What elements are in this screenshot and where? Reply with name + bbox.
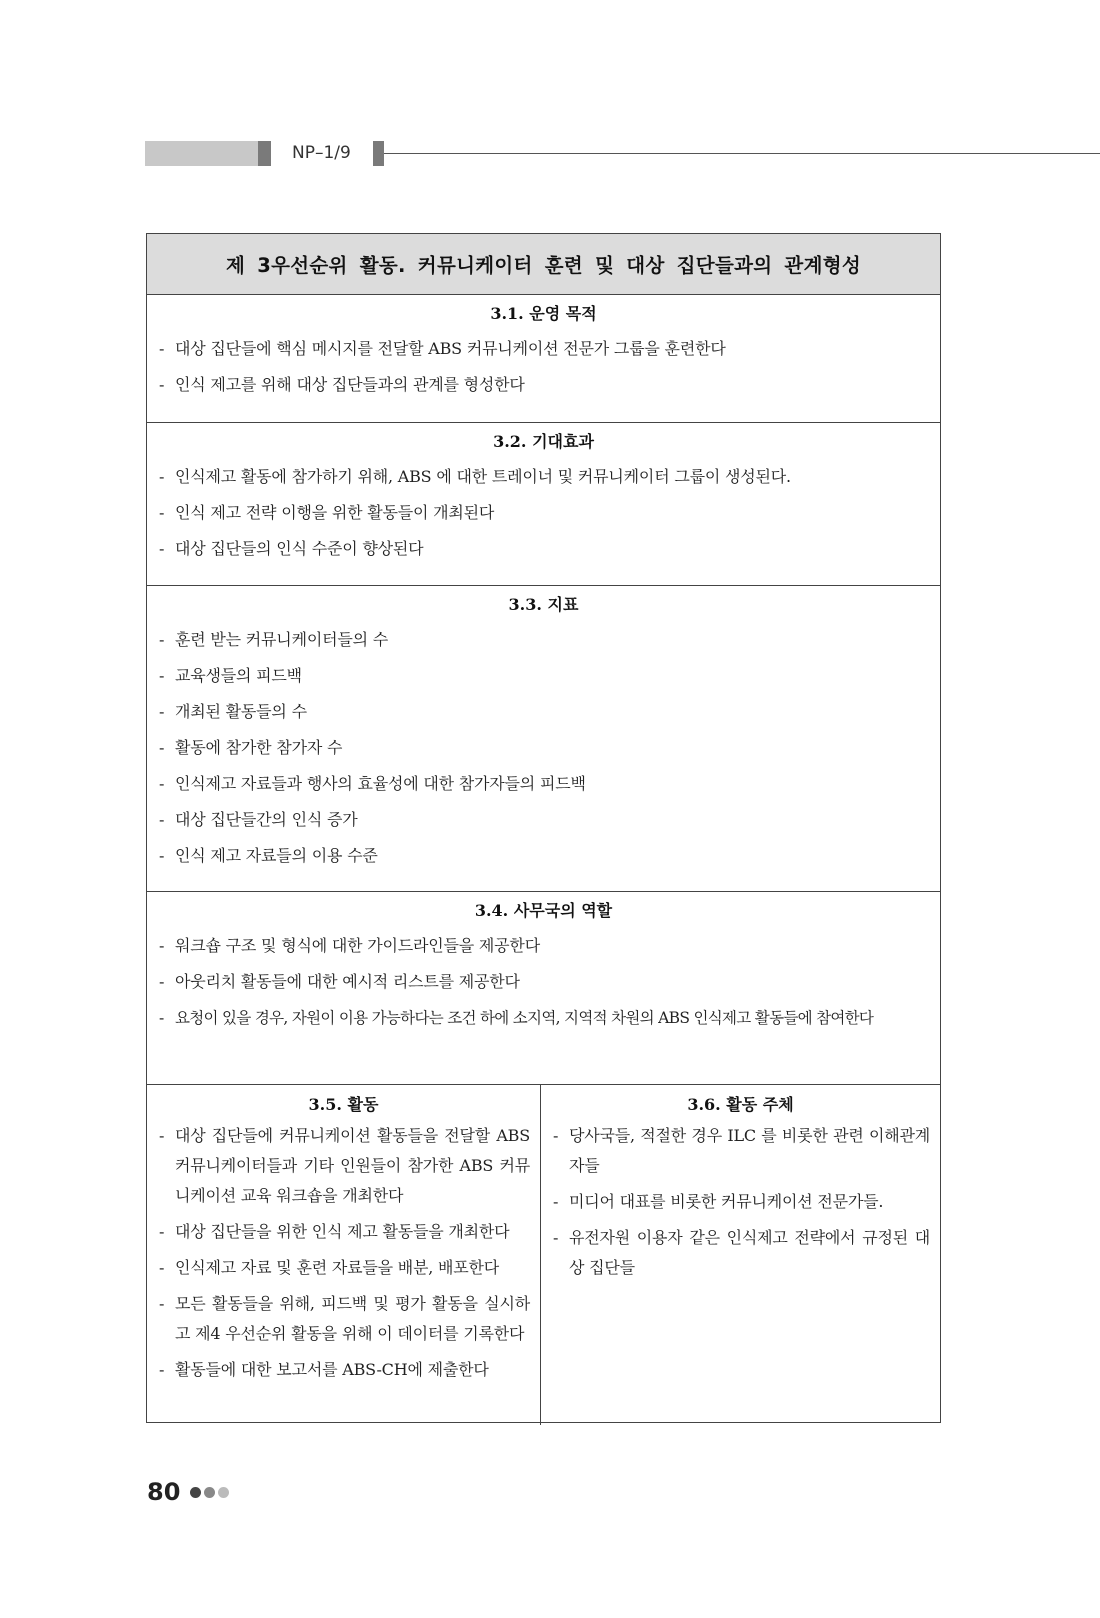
item-text: 활동에 참가한 참가자 수 (175, 738, 343, 757)
dot-icon (190, 1487, 201, 1498)
item-text: 당사국들, 적절한 경우 ILC 를 비롯한 관련 이해관계자들 (569, 1126, 930, 1175)
list-item (551, 1121, 930, 1181)
item-text: 요청이 있을 경우, 자원이 이용 가능하다는 조건 하에 소지역, 지역적 차원의 ABS 인식제고 활동들에 참여한다 (175, 1009, 874, 1027)
bullet: - (159, 1258, 165, 1277)
section-indicators (147, 586, 940, 892)
item-text: 인식제고 자료 및 훈련 자료들을 배분, 배포한다 (175, 1258, 500, 1277)
bullet: - (159, 630, 165, 649)
list-item (157, 964, 930, 1000)
bullet: - (159, 1009, 164, 1027)
page-number: 80 (147, 1478, 181, 1506)
item-text: 모든 활동들을 위해, 피드백 및 평가 활동을 실시하고 제4 우선순위 활동을 위해 이 데이터를 기록한다 (175, 1294, 530, 1343)
list-item (157, 1000, 930, 1036)
list-item (157, 928, 930, 964)
bullet: - (553, 1192, 559, 1211)
item-text: 유전자원 이용자 같은 인식제고 전략에서 규정된 대상 집단들 (569, 1228, 930, 1277)
section-heading: 3.5. 활동 (308, 1095, 379, 1114)
bullet: - (159, 774, 165, 793)
list-item (157, 495, 930, 531)
section-heading: 3.6. 활동 주체 (687, 1095, 794, 1114)
bottom-columns (147, 1085, 940, 1425)
list-item (157, 1253, 530, 1283)
bullet: - (159, 467, 165, 486)
item-text: 인식 제고를 위해 대상 집단들과의 관계를 형성한다 (175, 375, 525, 394)
bullet: - (159, 503, 165, 522)
item-text: 인식제고 자료들과 행사의 효율성에 대한 참가자들의 피드백 (175, 774, 586, 793)
list-item (157, 1289, 530, 1349)
section-operating-purpose (147, 295, 940, 423)
bullet: - (553, 1228, 559, 1247)
item-text: 개최된 활동들의 수 (175, 702, 307, 721)
item-text: 대상 집단들에 핵심 메시지를 전달할 ABS 커뮤니케이션 전문가 그룹을 훈련한다 (175, 339, 726, 358)
page-dots (190, 1487, 229, 1498)
header-marker (373, 141, 384, 166)
bullet: - (159, 972, 165, 991)
list-item (157, 1217, 530, 1247)
bullet: - (159, 666, 165, 685)
section-heading: 3.1. 운영 목적 (490, 304, 597, 323)
header-gray-bar (145, 141, 267, 166)
section-heading: 3.2. 기대효과 (493, 432, 594, 451)
item-text: 아웃리치 활동들에 대한 예시적 리스트를 제공한다 (175, 972, 520, 991)
bullet: - (159, 936, 165, 955)
list-item (157, 730, 930, 766)
bullet: - (159, 339, 165, 358)
item-text: 인식제고 활동에 참가하기 위해, ABS 에 대한 트레이너 및 커뮤니케이터 그룹이 생성된다. (175, 467, 791, 486)
section-secretariat-role (147, 892, 940, 1085)
header-dark-bar (258, 141, 271, 166)
list-item (551, 1223, 930, 1283)
item-text: 워크숍 구조 및 형식에 대한 가이드라인들을 제공한다 (175, 936, 540, 955)
list-item (157, 658, 930, 694)
header-code: NP–1/9 (292, 143, 351, 163)
item-text: 인식 제고 자료들의 이용 수준 (175, 846, 378, 865)
bullet: - (159, 1222, 165, 1241)
bullet: - (159, 846, 165, 865)
list-item (157, 766, 930, 802)
bullet: - (159, 810, 165, 829)
list-item (157, 331, 930, 367)
item-text: 인식 제고 전략 이행을 위한 활동들이 개최된다 (175, 503, 495, 522)
bullet: - (159, 539, 165, 558)
header-rule (384, 153, 1100, 154)
bullet: - (159, 1126, 165, 1145)
section-heading: 3.3. 지표 (508, 595, 579, 614)
list-item (157, 694, 930, 730)
item-text: 미디어 대표를 비롯한 커뮤니케이션 전문가들. (569, 1192, 884, 1211)
bullet: - (159, 375, 165, 394)
table-title: 제 3우선순위 활동. 커뮤니케이터 훈련 및 대상 집단들과의 관계형성 (147, 234, 940, 295)
item-text: 활동들에 대한 보고서를 ABS-CH에 제출한다 (175, 1360, 489, 1379)
list-item (157, 1121, 530, 1211)
bullet: - (159, 702, 165, 721)
dot-icon (204, 1487, 215, 1498)
list-item (157, 459, 930, 495)
activity-table (146, 233, 941, 1423)
bullet: - (159, 738, 165, 757)
bullet: - (553, 1126, 559, 1145)
item-text: 훈련 받는 커뮤니케이터들의 수 (175, 630, 388, 649)
list-item (157, 838, 930, 874)
bullet: - (159, 1360, 165, 1379)
list-item (157, 802, 930, 838)
list-item (157, 622, 930, 658)
item-text: 대상 집단들의 인식 수준이 향상된다 (175, 539, 424, 558)
list-item (551, 1187, 930, 1217)
item-text: 대상 집단들에 커뮤니케이션 활동들을 전달할 ABS 커뮤니케이터들과 기타 인원들이 참가한 ABS 커뮤니케이션 교육 워크숍을 개최한다 (175, 1126, 530, 1205)
section-activities (147, 1085, 541, 1425)
list-item (157, 1355, 530, 1385)
section-heading: 3.4. 사무국의 역할 (474, 901, 613, 920)
dot-icon (218, 1487, 229, 1498)
item-text: 대상 집단들을 위한 인식 제고 활동들을 개최한다 (175, 1222, 510, 1241)
section-actors (541, 1085, 940, 1425)
list-item (157, 367, 930, 403)
item-text: 교육생들의 피드백 (175, 666, 302, 685)
section-expected-effects (147, 423, 940, 586)
list-item (157, 531, 930, 567)
bullet: - (159, 1294, 165, 1313)
item-text: 대상 집단들간의 인식 증가 (175, 810, 358, 829)
